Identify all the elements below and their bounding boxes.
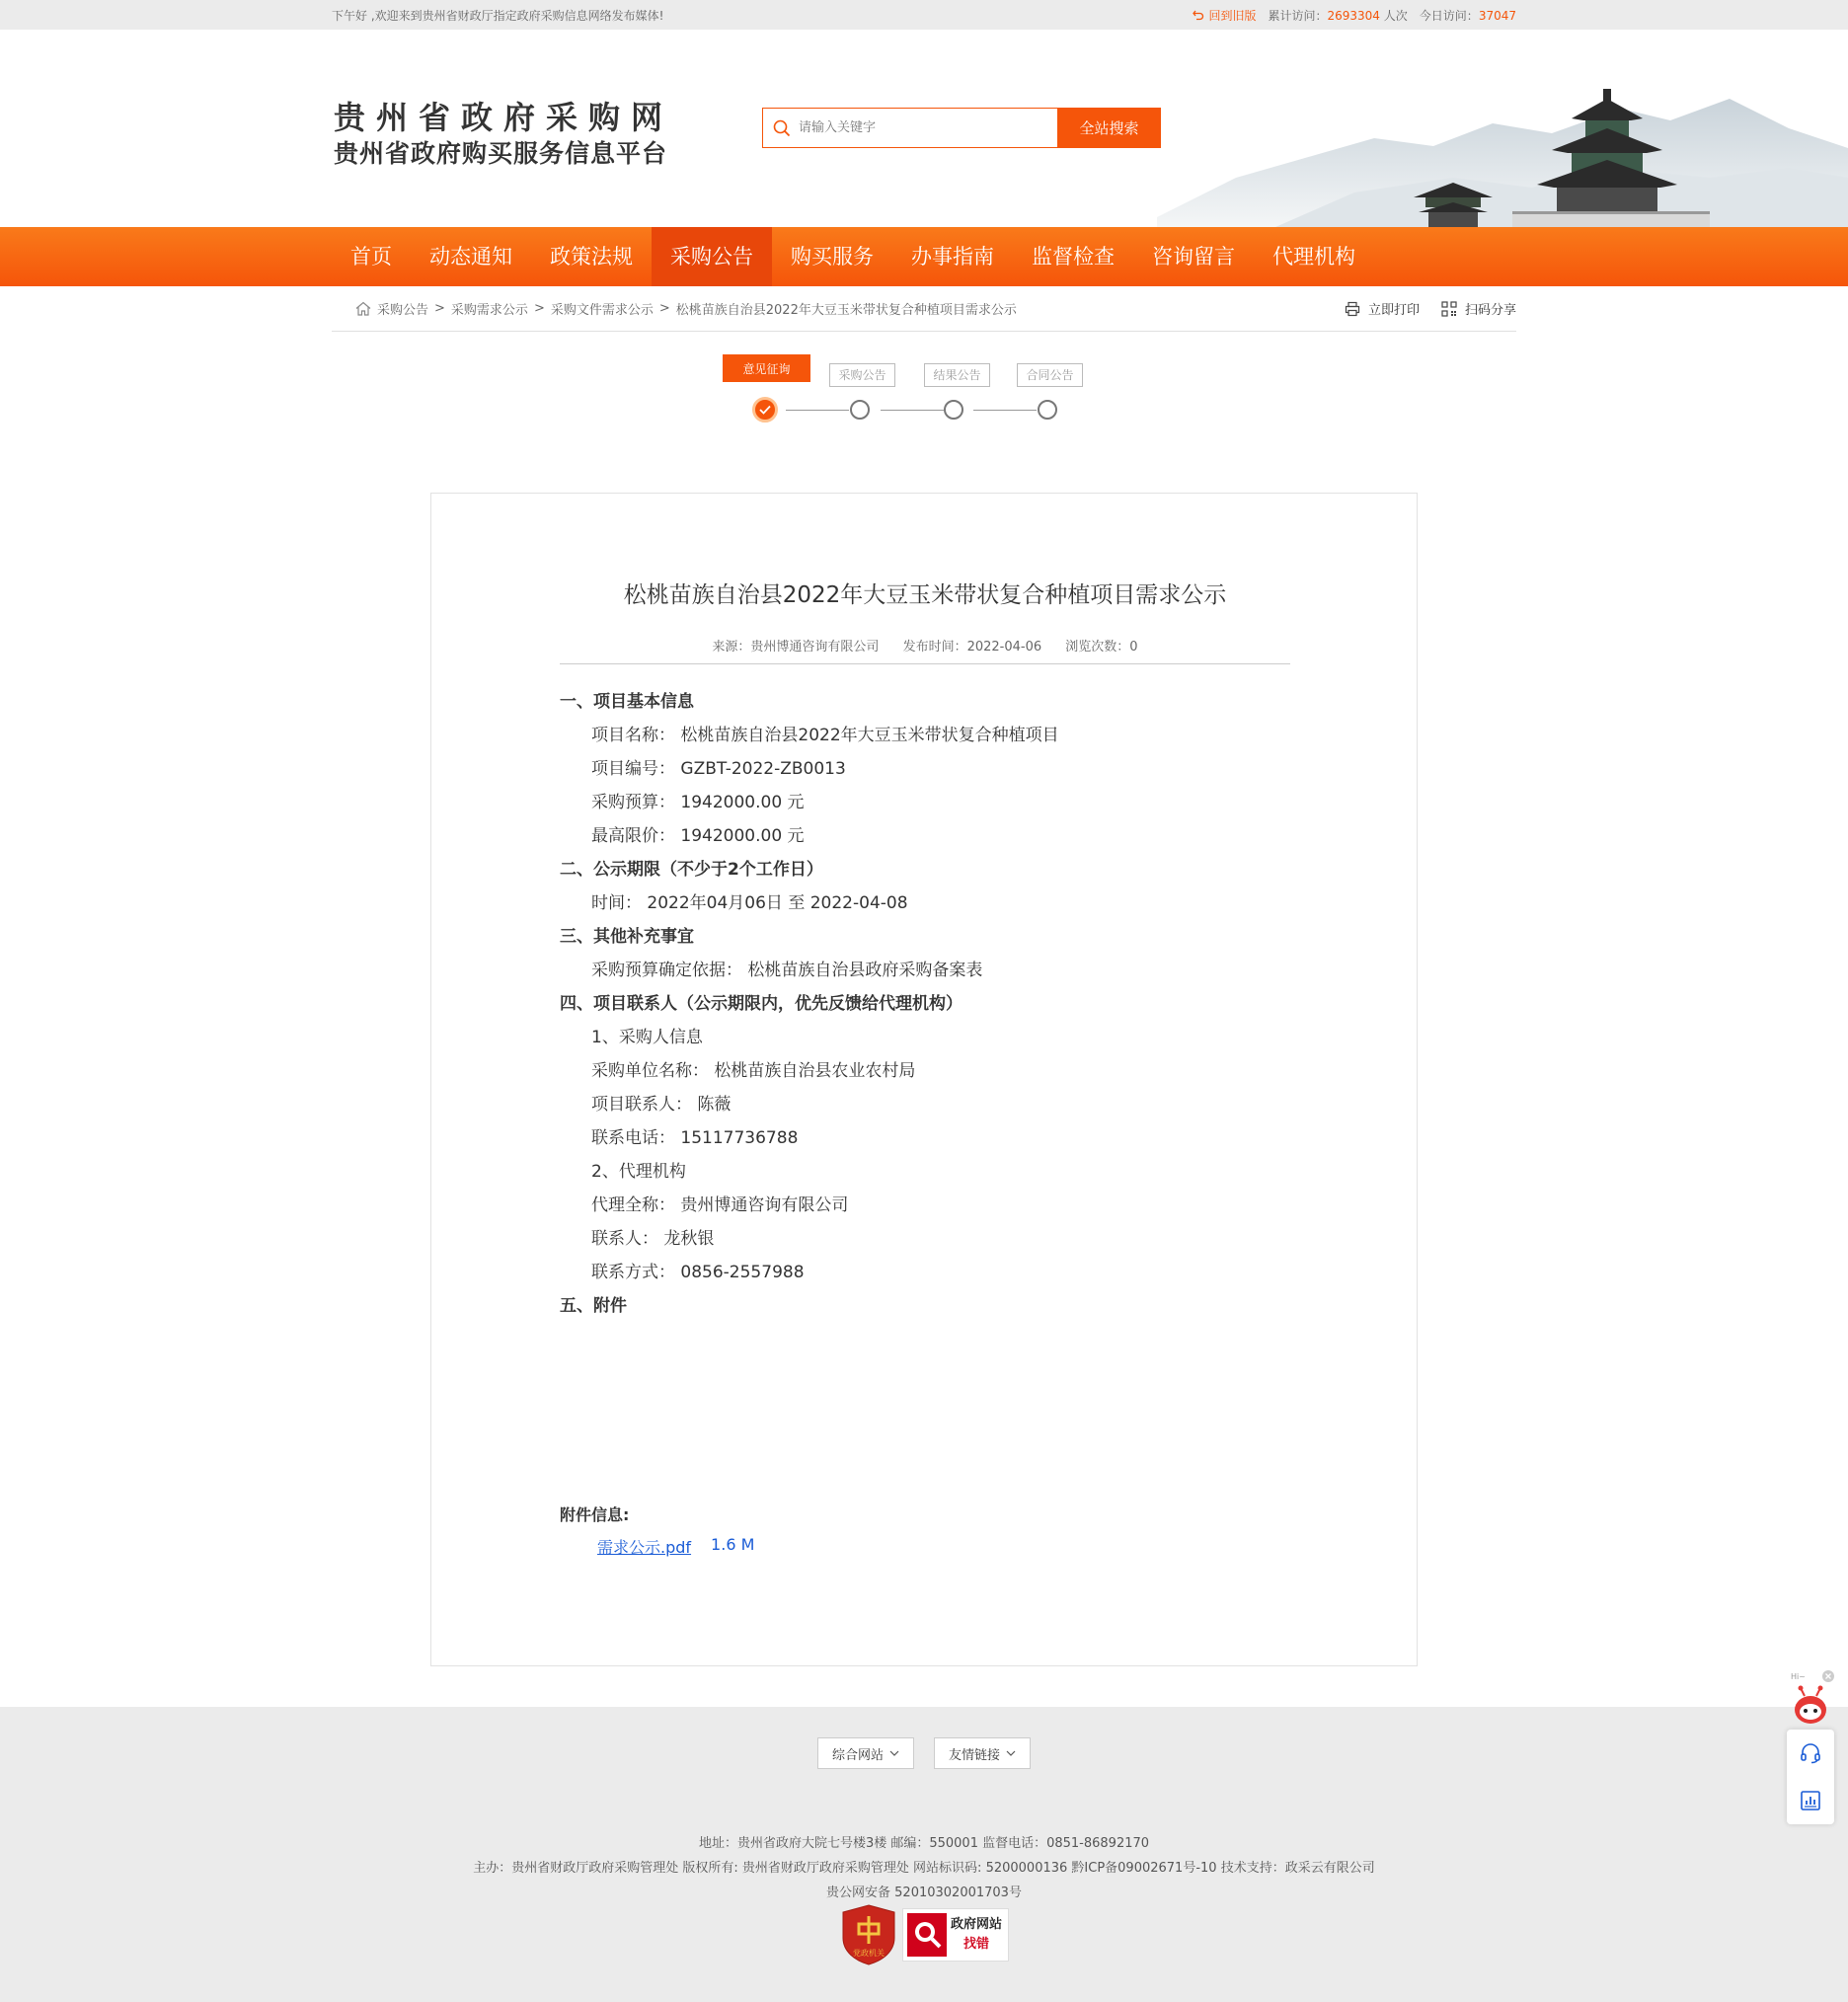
article-source: 来源：贵州博通咨询有限公司: [712, 640, 880, 654]
article-paragraph: 1、采购人信息: [591, 1028, 703, 1047]
breadcrumb-item-3[interactable]: 采购文件需求公示: [550, 303, 654, 318]
robot-mascot-icon[interactable]: [1791, 1684, 1830, 1728]
site-logo-title[interactable]: 贵州省政府采购网: [334, 99, 674, 136]
attachment-label: 附件信息:: [560, 1505, 630, 1524]
breadcrumb-item-1[interactable]: 采购公告: [377, 303, 429, 318]
dropdown-label: 友情链接: [948, 1747, 1000, 1763]
step-connector: [786, 410, 849, 411]
search-button[interactable]: 全站搜索: [1057, 108, 1161, 148]
section-heading: 四、项目联系人（公示期限内，优先反馈给代理机构）: [560, 994, 962, 1014]
article-paragraph: 联系人： 龙秋银: [591, 1229, 715, 1249]
article-paragraph: 最高限价： 1942000.00 元: [591, 826, 805, 846]
old-version-link[interactable]: [1193, 7, 1256, 24]
nav-item[interactable]: 代理机构: [1272, 245, 1355, 269]
attachment-link[interactable]: 需求公示.pdf: [597, 1538, 692, 1557]
article-paragraph: 项目联系人： 陈薇: [591, 1095, 732, 1115]
magnifier-icon: [907, 1913, 947, 1957]
step-label-procurement[interactable]: 采购公告: [829, 363, 895, 387]
breadcrumb-bar: [332, 286, 1516, 332]
printer-icon: [1345, 301, 1360, 317]
site-logo-subtitle: 贵州省政府购买服务信息平台: [334, 139, 668, 168]
site-header: [0, 30, 1848, 227]
welcome-text: 下午好 ,欢迎来到贵州省财政厅指定政府采购信息网络发布媒体!: [332, 8, 664, 23]
friendly-links-dropdown[interactable]: [934, 1737, 1031, 1769]
government-site-error-badge[interactable]: [902, 1908, 1009, 1962]
close-icon[interactable]: [1822, 1670, 1834, 1682]
section-heading: 二、公示期限（不少于2个工作日）: [560, 860, 823, 880]
footer-address: 地址：贵州省政府大院七号楼3楼 邮编：550001 监督电话：0851-86892170: [698, 1836, 1150, 1851]
breadcrumb-current: 松桃苗族自治县2022年大豆玉米带状复合种植项目需求公示: [675, 303, 1017, 318]
site-footer: [0, 1707, 1848, 2002]
nav-item[interactable]: 采购公告: [652, 227, 772, 286]
article-paragraph: 项目编号： GZBT-2022-ZB0013: [591, 759, 846, 779]
nav-item[interactable]: 政策法规: [550, 245, 633, 269]
article-paragraph: 采购预算确定依据： 松桃苗族自治县政府采购备案表: [591, 961, 983, 980]
article-body: [560, 685, 1290, 1323]
article-paragraph: 采购预算： 1942000.00 元: [591, 793, 805, 812]
nav-item[interactable]: 办事指南: [911, 245, 994, 269]
total-visits-value: 2693304: [1327, 8, 1380, 23]
total-visits: 累计访问：2693304 人次: [1268, 8, 1408, 23]
print-label: 立即打印: [1367, 303, 1420, 318]
today-visits: 今日访问：37047: [1419, 8, 1516, 23]
step-dot-current: [752, 397, 778, 423]
home-icon[interactable]: [355, 301, 371, 316]
breadcrumb-item-2[interactable]: 采购需求公示: [450, 303, 528, 318]
article-views: 浏览次数：0: [1065, 640, 1138, 654]
step-dot: [850, 400, 870, 420]
search-input[interactable]: [799, 120, 1036, 135]
step-connector: [881, 410, 944, 411]
breadcrumb-separator: >: [658, 301, 670, 316]
party-government-badge[interactable]: [841, 1904, 896, 1965]
attachment-size: 1.6 M: [711, 1535, 755, 1554]
greeting-text: Hi~: [1791, 1672, 1806, 1681]
article-paragraph: 项目名称： 松桃苗族自治县2022年大豆玉米带状复合种植项目: [591, 726, 1059, 745]
side-panel: [1787, 1730, 1834, 1824]
attachment-item: [597, 1535, 754, 1558]
badge-caption: 党政机关: [853, 1949, 885, 1958]
print-button[interactable]: [1345, 299, 1420, 318]
breadcrumb-separator: >: [533, 301, 545, 316]
step-dot: [944, 400, 963, 420]
breadcrumb-separator: >: [434, 301, 445, 316]
article-paragraph: 时间： 2022年04月06日 至 2022-04-08: [591, 893, 908, 913]
step-dot: [1038, 400, 1057, 420]
process-steps: [0, 351, 1848, 430]
share-button[interactable]: [1441, 299, 1516, 318]
old-version-label: 回到旧版: [1208, 8, 1257, 23]
check-icon: [755, 400, 775, 420]
breadcrumb: [355, 299, 1017, 318]
party-government-emblem-icon: [841, 1904, 896, 1965]
article-meta: [431, 636, 1419, 654]
badge-title: 政府网站: [951, 1917, 1003, 1932]
dropdown-label: 综合网站: [831, 1747, 884, 1763]
top-bar: [0, 0, 1848, 30]
article-title: 松桃苗族自治县2022年大豆玉米带状复合种植项目需求公示: [623, 582, 1227, 608]
divider: [560, 663, 1290, 664]
step-label-contract[interactable]: 合同公告: [1017, 363, 1083, 387]
article-paragraph: 联系方式： 0856-2557988: [591, 1263, 805, 1282]
section-heading: 三、其他补充事宜: [560, 927, 694, 947]
article-card: [430, 493, 1418, 1666]
statistics-chart-icon[interactable]: [1799, 1789, 1822, 1812]
share-label: 扫码分享: [1464, 303, 1516, 318]
nav-item[interactable]: 咨询留言: [1152, 245, 1235, 269]
search-icon: [773, 119, 791, 137]
step-label-result[interactable]: 结果公告: [924, 363, 990, 387]
nav-item[interactable]: 购买服务: [791, 245, 874, 269]
footer-police-record: 贵公网安备 52010302001703号: [826, 1886, 1022, 1900]
comprehensive-sites-dropdown[interactable]: [817, 1737, 914, 1769]
nav-item[interactable]: 首页: [350, 245, 392, 269]
article-paragraph: 采购单位名称： 松桃苗族自治县农业农村局: [591, 1061, 916, 1081]
footer-copyright: 主办：贵州省财政厅政府采购管理处 版权所有: 贵州省财政厅政府采购管理处 网站标识码: 5200000136 黔ICP备09002671号-10 技术支持：政采云有限公司: [473, 1861, 1375, 1876]
nav-item[interactable]: 动态通知: [429, 245, 512, 269]
main-nav: [0, 227, 1848, 286]
undo-icon: [1193, 9, 1204, 21]
article-paragraph: 联系电话： 15117736788: [591, 1128, 799, 1148]
nav-item[interactable]: 监督检查: [1032, 245, 1115, 269]
article-date: 发布时间：2022-04-06: [902, 640, 1042, 654]
step-label-consultation[interactable]: 意见征询: [723, 354, 810, 382]
step-connector: [973, 410, 1037, 411]
section-heading: 一、项目基本信息: [560, 692, 694, 712]
article-paragraph: 2、代理机构: [591, 1162, 686, 1182]
headset-support-icon[interactable]: [1799, 1741, 1822, 1765]
today-visits-value: 37047: [1478, 8, 1516, 23]
search-box: [762, 108, 1057, 148]
article-paragraph: 代理全称： 贵州博通咨询有限公司: [591, 1195, 849, 1215]
chevron-down-icon: [889, 1750, 899, 1756]
chevron-down-icon: [1006, 1750, 1016, 1756]
badge-subtitle: 找错: [963, 1937, 990, 1952]
site-search: [762, 108, 1161, 148]
qr-code-icon: [1441, 301, 1457, 317]
section-heading: 五、附件: [560, 1296, 627, 1316]
